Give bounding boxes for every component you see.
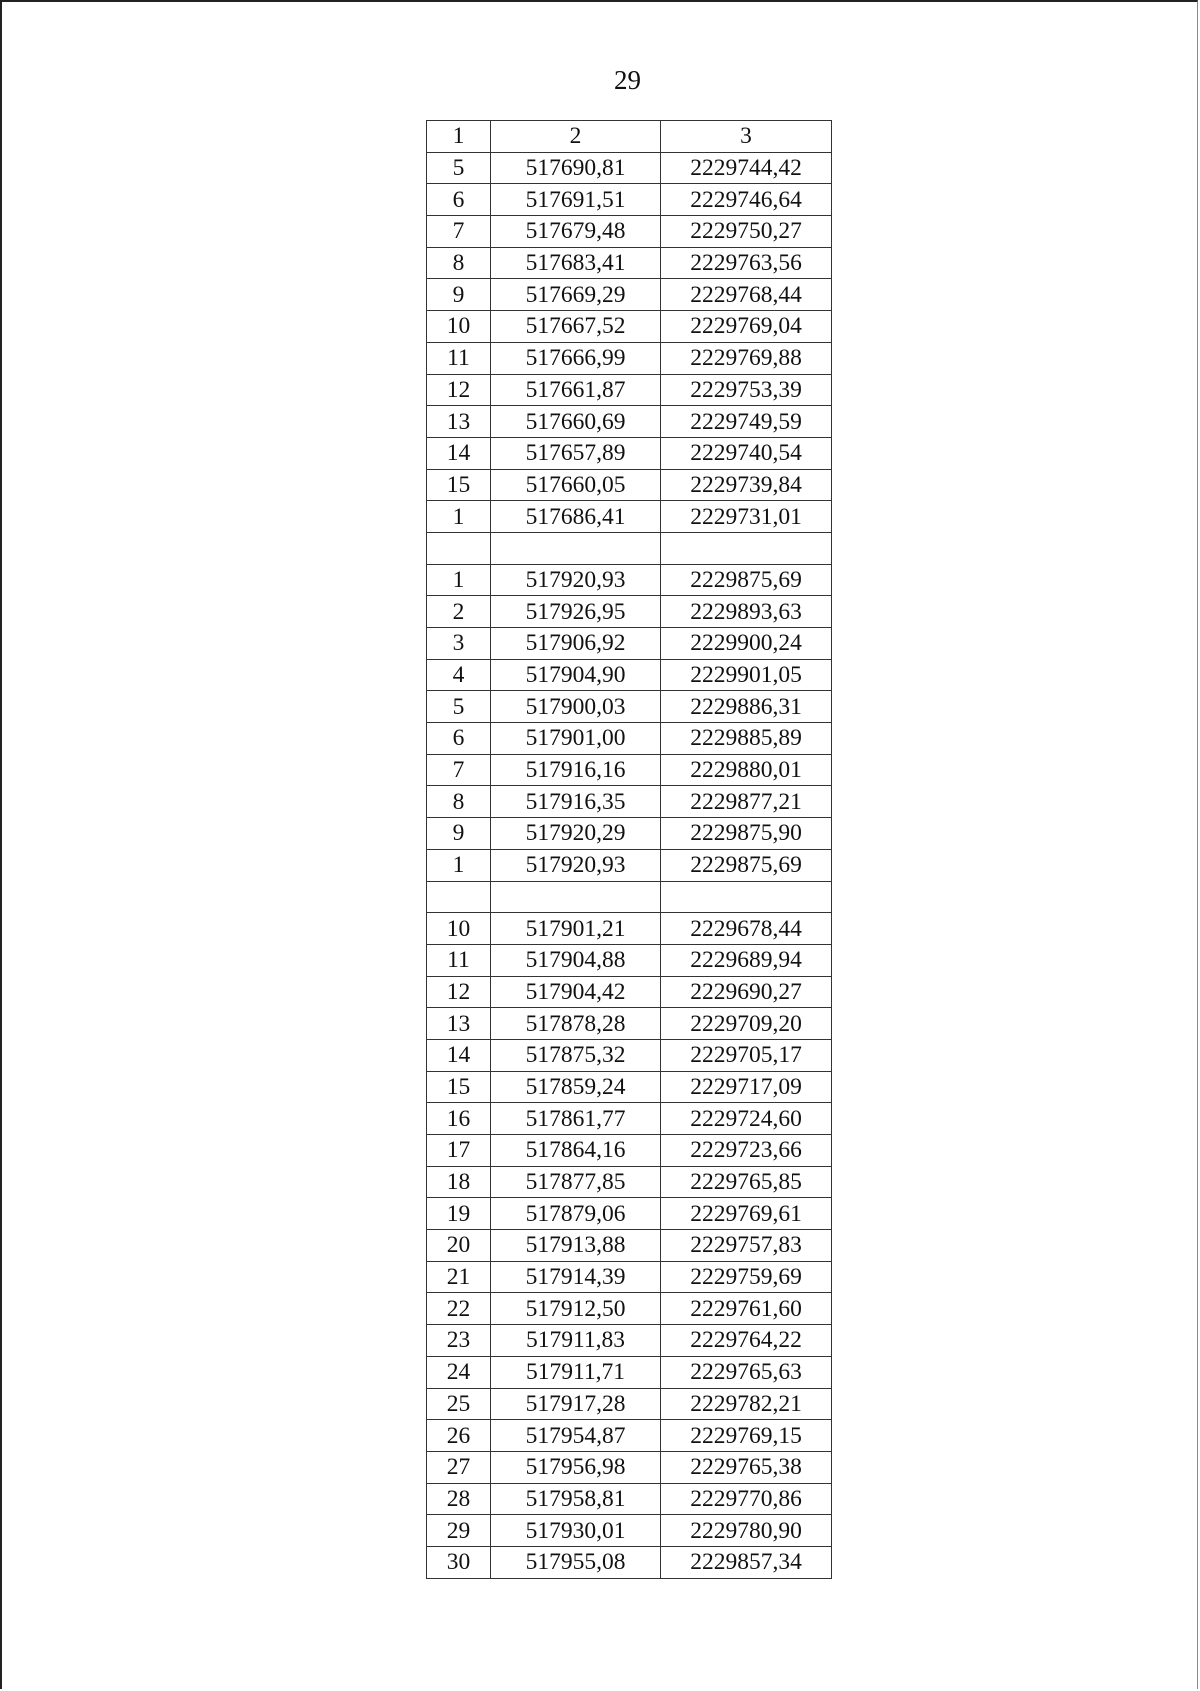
table-row bbox=[427, 1103, 832, 1135]
y-coordinate-cell: 2229753,39 bbox=[661, 374, 832, 406]
point-number-cell: 29 bbox=[427, 1515, 491, 1547]
y-coordinate-cell: 2229724,60 bbox=[661, 1103, 832, 1135]
y-coordinate-cell: 2229857,34 bbox=[661, 1546, 832, 1578]
y-coordinate-cell: 2229769,88 bbox=[661, 342, 832, 374]
table-separator-row bbox=[427, 532, 832, 564]
point-number-cell: 1 bbox=[427, 849, 491, 881]
point-number-cell: 24 bbox=[427, 1356, 491, 1388]
page-number: 29 bbox=[614, 65, 641, 95]
x-coordinate-cell: 517679,48 bbox=[491, 216, 661, 248]
point-number-cell: 3 bbox=[427, 628, 491, 660]
y-coordinate-cell: 2229765,38 bbox=[661, 1451, 832, 1483]
table-row bbox=[427, 1166, 832, 1198]
table-row bbox=[427, 406, 832, 438]
y-coordinate-cell: 2229705,17 bbox=[661, 1039, 832, 1071]
point-number-cell: 15 bbox=[427, 1071, 491, 1103]
y-coordinate-cell: 2229880,01 bbox=[661, 754, 832, 786]
table-row bbox=[427, 596, 832, 628]
point-number-cell: 27 bbox=[427, 1451, 491, 1483]
table-row bbox=[427, 564, 832, 596]
x-coordinate-cell: 517859,24 bbox=[491, 1071, 661, 1103]
y-coordinate-cell bbox=[661, 881, 832, 913]
table-row bbox=[427, 786, 832, 818]
y-coordinate-cell: 2229759,69 bbox=[661, 1261, 832, 1293]
point-number-cell: 22 bbox=[427, 1293, 491, 1325]
table-row bbox=[427, 818, 832, 850]
y-coordinate-cell: 2229780,90 bbox=[661, 1515, 832, 1547]
table-row bbox=[427, 1325, 832, 1357]
table-row bbox=[427, 1356, 832, 1388]
x-coordinate-cell: 517920,93 bbox=[491, 564, 661, 596]
x-coordinate-cell: 517920,93 bbox=[491, 849, 661, 881]
y-coordinate-cell: 2229886,31 bbox=[661, 691, 832, 723]
y-coordinate-cell bbox=[661, 532, 832, 564]
y-coordinate-cell: 2229765,63 bbox=[661, 1356, 832, 1388]
y-coordinate-cell: 2229877,21 bbox=[661, 786, 832, 818]
point-number-cell: 15 bbox=[427, 469, 491, 501]
y-coordinate-cell: 2229770,86 bbox=[661, 1483, 832, 1515]
y-coordinate-cell: 2229875,69 bbox=[661, 564, 832, 596]
x-coordinate-cell: 517956,98 bbox=[491, 1451, 661, 1483]
x-coordinate-cell: 517669,29 bbox=[491, 279, 661, 311]
table-row bbox=[427, 1261, 832, 1293]
y-coordinate-cell: 2229750,27 bbox=[661, 216, 832, 248]
point-number-cell: 8 bbox=[427, 786, 491, 818]
table-row bbox=[427, 944, 832, 976]
point-number-cell: 30 bbox=[427, 1546, 491, 1578]
point-number-cell: 21 bbox=[427, 1261, 491, 1293]
table-row bbox=[427, 342, 832, 374]
y-coordinate-cell: 2229678,44 bbox=[661, 913, 832, 945]
x-coordinate-cell: 517906,92 bbox=[491, 628, 661, 660]
table-row bbox=[427, 184, 832, 216]
x-coordinate-cell: 517954,87 bbox=[491, 1420, 661, 1452]
table-row bbox=[427, 469, 832, 501]
table-row bbox=[427, 1230, 832, 1262]
table-row bbox=[427, 152, 832, 184]
point-number-cell: 1 bbox=[427, 564, 491, 596]
x-coordinate-cell: 517911,71 bbox=[491, 1356, 661, 1388]
point-number-cell: 5 bbox=[427, 152, 491, 184]
point-number-cell: 25 bbox=[427, 1388, 491, 1420]
x-coordinate-cell: 517904,90 bbox=[491, 659, 661, 691]
point-number-cell: 11 bbox=[427, 342, 491, 374]
column-header-y-coordinate: 3 bbox=[661, 121, 832, 153]
y-coordinate-cell: 2229709,20 bbox=[661, 1008, 832, 1040]
y-coordinate-cell: 2229765,85 bbox=[661, 1166, 832, 1198]
y-coordinate-cell: 2229689,94 bbox=[661, 944, 832, 976]
x-coordinate-cell: 517901,00 bbox=[491, 723, 661, 755]
x-coordinate-cell: 517916,35 bbox=[491, 786, 661, 818]
point-number-cell: 5 bbox=[427, 691, 491, 723]
x-coordinate-cell: 517912,50 bbox=[491, 1293, 661, 1325]
point-number-cell: 14 bbox=[427, 1039, 491, 1071]
point-number-cell: 7 bbox=[427, 216, 491, 248]
point-number-cell: 28 bbox=[427, 1483, 491, 1515]
x-coordinate-cell: 517683,41 bbox=[491, 247, 661, 279]
y-coordinate-cell: 2229769,04 bbox=[661, 311, 832, 343]
x-coordinate-cell: 517914,39 bbox=[491, 1261, 661, 1293]
coordinates-table bbox=[426, 120, 832, 1579]
table-row bbox=[427, 1135, 832, 1167]
table-row bbox=[427, 374, 832, 406]
x-coordinate-cell: 517877,85 bbox=[491, 1166, 661, 1198]
x-coordinate-cell: 517864,16 bbox=[491, 1135, 661, 1167]
x-coordinate-cell: 517911,83 bbox=[491, 1325, 661, 1357]
table-row bbox=[427, 913, 832, 945]
point-number-cell bbox=[427, 881, 491, 913]
x-coordinate-cell: 517879,06 bbox=[491, 1198, 661, 1230]
x-coordinate-cell bbox=[491, 532, 661, 564]
table-body bbox=[427, 152, 832, 1578]
point-number-cell: 6 bbox=[427, 723, 491, 755]
x-coordinate-cell: 517667,52 bbox=[491, 311, 661, 343]
point-number-cell: 13 bbox=[427, 1008, 491, 1040]
y-coordinate-cell: 2229717,09 bbox=[661, 1071, 832, 1103]
table-row bbox=[427, 1039, 832, 1071]
table-row bbox=[427, 1388, 832, 1420]
table-row bbox=[427, 628, 832, 660]
y-coordinate-cell: 2229769,15 bbox=[661, 1420, 832, 1452]
y-coordinate-cell: 2229901,05 bbox=[661, 659, 832, 691]
point-number-cell: 2 bbox=[427, 596, 491, 628]
point-number-cell: 8 bbox=[427, 247, 491, 279]
table-row bbox=[427, 1451, 832, 1483]
y-coordinate-cell: 2229768,44 bbox=[661, 279, 832, 311]
table-row bbox=[427, 1483, 832, 1515]
table-row bbox=[427, 723, 832, 755]
y-coordinate-cell: 2229893,63 bbox=[661, 596, 832, 628]
x-coordinate-cell: 517666,99 bbox=[491, 342, 661, 374]
x-coordinate-cell: 517660,05 bbox=[491, 469, 661, 501]
x-coordinate-cell: 517690,81 bbox=[491, 152, 661, 184]
table-row bbox=[427, 311, 832, 343]
table-row bbox=[427, 247, 832, 279]
y-coordinate-cell: 2229875,69 bbox=[661, 849, 832, 881]
point-number-cell: 11 bbox=[427, 944, 491, 976]
x-coordinate-cell: 517901,21 bbox=[491, 913, 661, 945]
table-row bbox=[427, 754, 832, 786]
point-number-cell: 9 bbox=[427, 818, 491, 850]
x-coordinate-cell: 517661,87 bbox=[491, 374, 661, 406]
y-coordinate-cell: 2229761,60 bbox=[661, 1293, 832, 1325]
point-number-cell: 12 bbox=[427, 976, 491, 1008]
x-coordinate-cell: 517920,29 bbox=[491, 818, 661, 850]
x-coordinate-cell: 517686,41 bbox=[491, 501, 661, 533]
point-number-cell: 20 bbox=[427, 1230, 491, 1262]
point-number-cell: 19 bbox=[427, 1198, 491, 1230]
point-number-cell: 10 bbox=[427, 913, 491, 945]
table-header-row bbox=[427, 121, 832, 153]
column-header-x-coordinate: 2 bbox=[491, 121, 661, 153]
y-coordinate-cell: 2229740,54 bbox=[661, 437, 832, 469]
y-coordinate-cell: 2229690,27 bbox=[661, 976, 832, 1008]
x-coordinate-cell: 517904,42 bbox=[491, 976, 661, 1008]
table-row bbox=[427, 1008, 832, 1040]
point-number-cell: 12 bbox=[427, 374, 491, 406]
point-number-cell: 7 bbox=[427, 754, 491, 786]
y-coordinate-cell: 2229769,61 bbox=[661, 1198, 832, 1230]
table-row bbox=[427, 1071, 832, 1103]
table-row bbox=[427, 501, 832, 533]
point-number-cell: 23 bbox=[427, 1325, 491, 1357]
x-coordinate-cell: 517657,89 bbox=[491, 437, 661, 469]
y-coordinate-cell: 2229764,22 bbox=[661, 1325, 832, 1357]
point-number-cell: 10 bbox=[427, 311, 491, 343]
x-coordinate-cell: 517955,08 bbox=[491, 1546, 661, 1578]
y-coordinate-cell: 2229731,01 bbox=[661, 501, 832, 533]
x-coordinate-cell: 517958,81 bbox=[491, 1483, 661, 1515]
table-row bbox=[427, 1515, 832, 1547]
table-row bbox=[427, 659, 832, 691]
y-coordinate-cell: 2229875,90 bbox=[661, 818, 832, 850]
point-number-cell bbox=[427, 532, 491, 564]
x-coordinate-cell: 517875,32 bbox=[491, 1039, 661, 1071]
table-row bbox=[427, 1546, 832, 1578]
x-coordinate-cell: 517900,03 bbox=[491, 691, 661, 723]
table-separator-row bbox=[427, 881, 832, 913]
table-row bbox=[427, 279, 832, 311]
point-number-cell: 1 bbox=[427, 501, 491, 533]
x-coordinate-cell: 517660,69 bbox=[491, 406, 661, 438]
point-number-cell: 9 bbox=[427, 279, 491, 311]
x-coordinate-cell: 517878,28 bbox=[491, 1008, 661, 1040]
table-row bbox=[427, 976, 832, 1008]
table-row bbox=[427, 691, 832, 723]
y-coordinate-cell: 2229723,66 bbox=[661, 1135, 832, 1167]
y-coordinate-cell: 2229763,56 bbox=[661, 247, 832, 279]
point-number-cell: 26 bbox=[427, 1420, 491, 1452]
x-coordinate-cell: 517913,88 bbox=[491, 1230, 661, 1262]
point-number-cell: 17 bbox=[427, 1135, 491, 1167]
point-number-cell: 18 bbox=[427, 1166, 491, 1198]
x-coordinate-cell: 517691,51 bbox=[491, 184, 661, 216]
point-number-cell: 6 bbox=[427, 184, 491, 216]
y-coordinate-cell: 2229757,83 bbox=[661, 1230, 832, 1262]
x-coordinate-cell: 517926,95 bbox=[491, 596, 661, 628]
x-coordinate-cell bbox=[491, 881, 661, 913]
column-header-point-number: 1 bbox=[427, 121, 491, 153]
y-coordinate-cell: 2229739,84 bbox=[661, 469, 832, 501]
x-coordinate-cell: 517930,01 bbox=[491, 1515, 661, 1547]
table-row bbox=[427, 1293, 832, 1325]
y-coordinate-cell: 2229900,24 bbox=[661, 628, 832, 660]
y-coordinate-cell: 2229749,59 bbox=[661, 406, 832, 438]
table-row bbox=[427, 849, 832, 881]
x-coordinate-cell: 517917,28 bbox=[491, 1388, 661, 1420]
x-coordinate-cell: 517904,88 bbox=[491, 944, 661, 976]
y-coordinate-cell: 2229885,89 bbox=[661, 723, 832, 755]
x-coordinate-cell: 517916,16 bbox=[491, 754, 661, 786]
point-number-cell: 4 bbox=[427, 659, 491, 691]
y-coordinate-cell: 2229744,42 bbox=[661, 152, 832, 184]
point-number-cell: 16 bbox=[427, 1103, 491, 1135]
table-row bbox=[427, 1420, 832, 1452]
y-coordinate-cell: 2229746,64 bbox=[661, 184, 832, 216]
point-number-cell: 13 bbox=[427, 406, 491, 438]
x-coordinate-cell: 517861,77 bbox=[491, 1103, 661, 1135]
point-number-cell: 14 bbox=[427, 437, 491, 469]
table-row bbox=[427, 216, 832, 248]
table-row bbox=[427, 1198, 832, 1230]
y-coordinate-cell: 2229782,21 bbox=[661, 1388, 832, 1420]
table-row bbox=[427, 437, 832, 469]
